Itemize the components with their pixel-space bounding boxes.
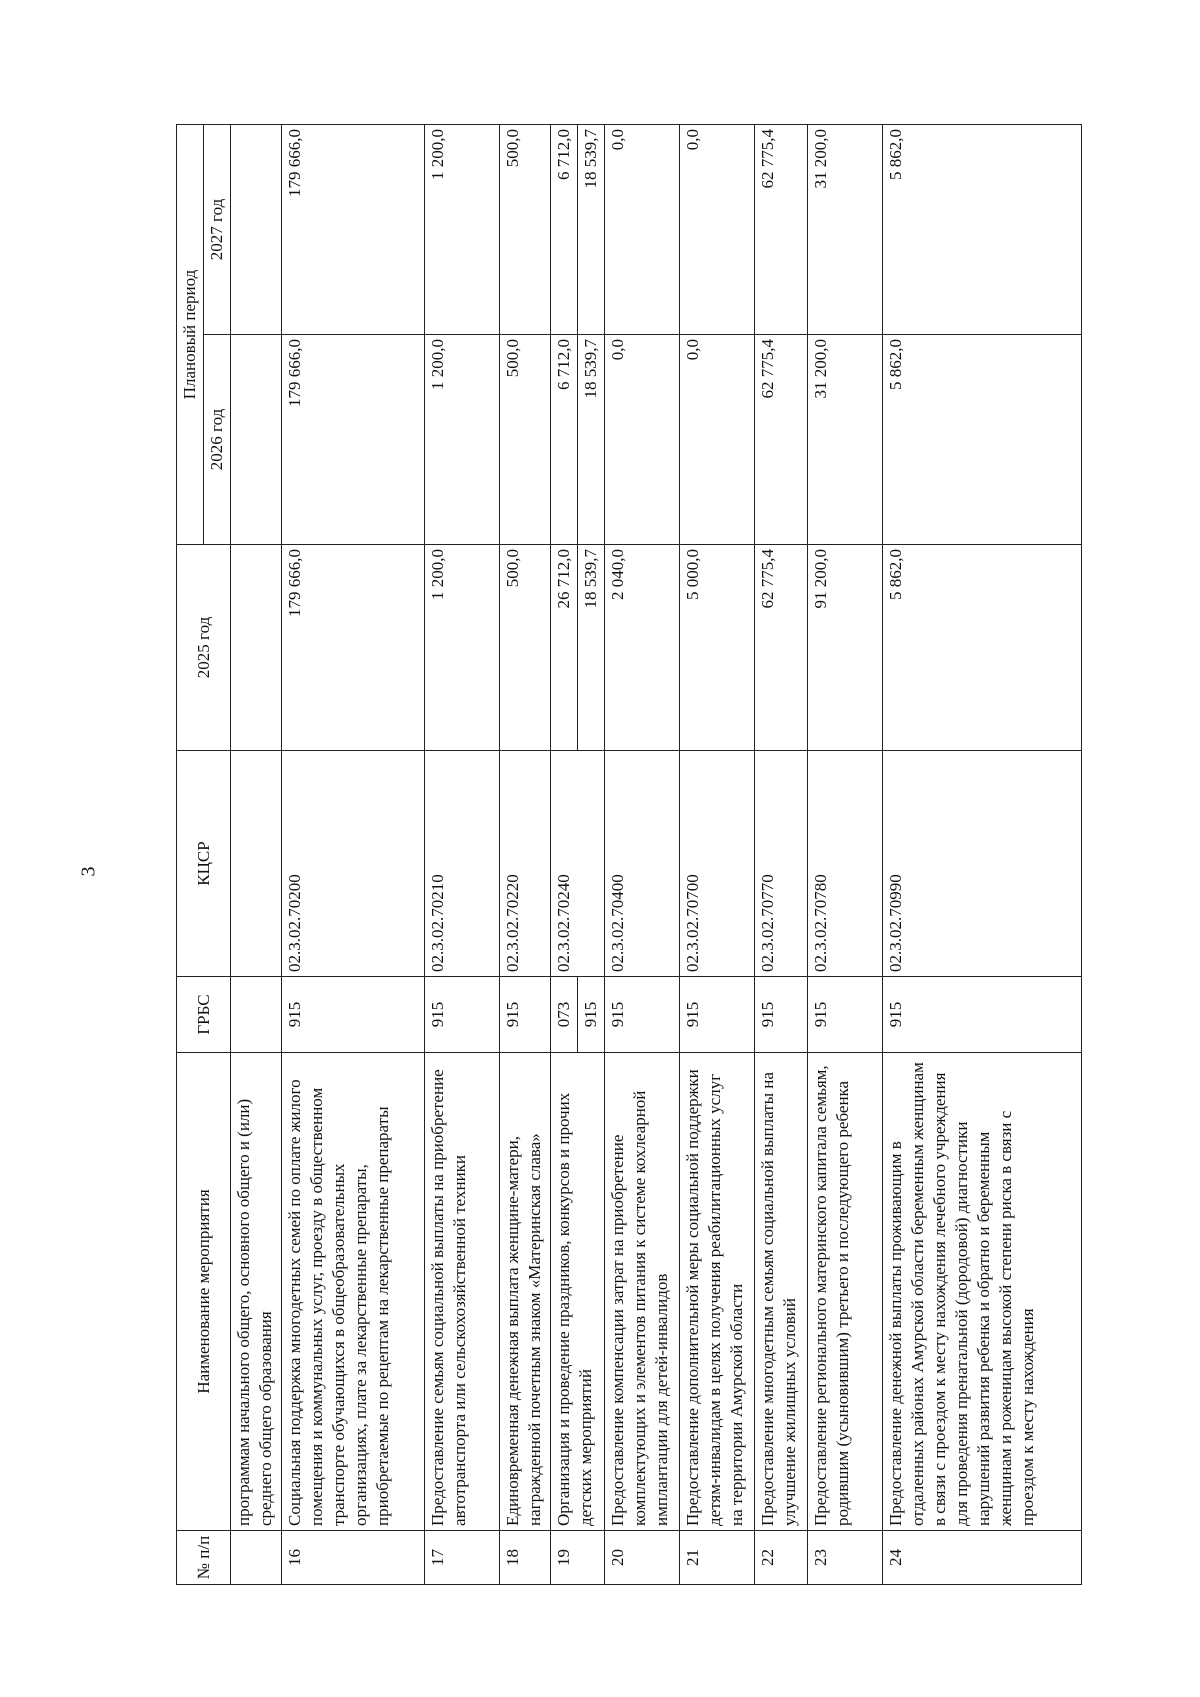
row-2027 — [231, 124, 282, 334]
row-name: Предоставление компенсации затрат на приобретение комплектующих и элементов питания к системе кохлеарной имплантации для детей-инвалидов — [605, 1053, 680, 1531]
row-2026: 179 666,0 — [282, 335, 425, 545]
row-name: Социальная поддержка многодетных семей по оплате жилого помещения и коммунальных услуг, проезду в общественном транспорте обучающихся в общеобразовательных организациях, плате за лекарственные препараты, приобретаемые по рецептам на лекарственные препараты — [282, 1053, 425, 1531]
row-2026 — [231, 335, 282, 545]
table-row — [755, 124, 808, 1584]
row-2026: 6 712,0 — [551, 335, 578, 545]
header-name: Наименование мероприятия — [177, 1053, 231, 1531]
table-row — [808, 124, 883, 1584]
header-2026: 2026 год — [204, 335, 231, 545]
row-kcsr: 02.3.02.70780 — [808, 751, 883, 977]
row-2027: 500,0 — [500, 124, 551, 334]
row-kcsr: 02.3.02.70700 — [680, 751, 755, 977]
row-2026: 0,0 — [680, 335, 755, 545]
table-row — [680, 124, 755, 1584]
header-2027: 2027 год — [204, 124, 231, 334]
row-grbs: 915 — [425, 977, 500, 1053]
budget-table — [176, 124, 1082, 1585]
table-row — [425, 124, 500, 1584]
table-row — [500, 124, 551, 1584]
row-name: Предоставление семьям социальной выплаты на приобретение автотранспорта или сельскохозяйственной техники — [425, 1053, 500, 1531]
row-grbs — [231, 977, 282, 1053]
row-kcsr: 02.3.02.70990 — [883, 751, 1082, 977]
table-row — [605, 124, 680, 1584]
row-num: 20 — [605, 1531, 680, 1585]
row-2026-2: 18 539,7 — [578, 335, 605, 545]
row-num: 17 — [425, 1531, 500, 1585]
row-grbs-2: 915 — [578, 977, 605, 1053]
table-row — [231, 124, 282, 1584]
row-kcsr: 02.3.02.70770 — [755, 751, 808, 977]
row-2025: 1 200,0 — [425, 545, 500, 751]
table-row — [282, 124, 425, 1584]
row-2027-2: 18 539,7 — [578, 124, 605, 334]
row-grbs: 915 — [500, 977, 551, 1053]
row-name: программам начального общего, основного общего и (или) среднего общего образования — [231, 1053, 282, 1531]
row-name: Предоставление денежной выплаты проживающим в отдаленных районах Амурской области беременным женщинам в связи с проездом к месту нахождения лечебного учреждения для проведения пренатальной (дородовой) диагностики нарушений развития ребенка и обратно и беременным женщинам и роженицам высокой степени риска в связи с проездом к месту нахождения — [883, 1053, 1082, 1531]
row-2027: 6 712,0 — [551, 124, 578, 334]
page-number: 3 — [77, 866, 100, 877]
row-2025: 2 040,0 — [605, 545, 680, 751]
row-num: 18 — [500, 1531, 551, 1585]
header-kcsr: КЦСР — [177, 751, 231, 977]
row-num: 16 — [282, 1531, 425, 1585]
row-2027: 0,0 — [680, 124, 755, 334]
row-2027: 62 775,4 — [755, 124, 808, 334]
row-kcsr: 02.3.02.70240 — [551, 751, 605, 977]
row-grbs: 915 — [808, 977, 883, 1053]
row-num — [231, 1531, 282, 1585]
row-2026: 0,0 — [605, 335, 680, 545]
row-2027: 0,0 — [605, 124, 680, 334]
row-2026: 1 200,0 — [425, 335, 500, 545]
row-grbs: 915 — [282, 977, 425, 1053]
row-kcsr: 02.3.02.70220 — [500, 751, 551, 977]
row-grbs: 073 — [551, 977, 578, 1053]
rotated-table-container — [176, 125, 1176, 1585]
row-name: Единовременная денежная выплата женщине-матери, награжденной почетным знаком «Материнская слава» — [500, 1053, 551, 1531]
row-num: 23 — [808, 1531, 883, 1585]
row-2025: 91 200,0 — [808, 545, 883, 751]
row-grbs: 915 — [680, 977, 755, 1053]
row-2027: 1 200,0 — [425, 124, 500, 334]
row-2025: 5 862,0 — [883, 545, 1082, 751]
row-2027: 5 862,0 — [883, 124, 1082, 334]
row-kcsr: 02.3.02.70400 — [605, 751, 680, 977]
row-name: Предоставление многодетным семьям социальной выплаты на улучшение жилищных условий — [755, 1053, 808, 1531]
table-row — [551, 124, 578, 1584]
row-2025-2: 18 539,7 — [578, 545, 605, 751]
row-2027: 179 666,0 — [282, 124, 425, 334]
row-2025: 62 775,4 — [755, 545, 808, 751]
row-grbs: 915 — [605, 977, 680, 1053]
row-num: 22 — [755, 1531, 808, 1585]
row-2026: 62 775,4 — [755, 335, 808, 545]
row-grbs: 915 — [883, 977, 1082, 1053]
row-num: 19 — [551, 1531, 605, 1585]
row-name: Организация и проведение праздников, конкурсов и прочих детских мероприятий — [551, 1053, 605, 1531]
row-kcsr — [231, 751, 282, 977]
header-plan-period: Плановый период — [177, 124, 204, 544]
row-2025 — [231, 545, 282, 751]
row-num: 21 — [680, 1531, 755, 1585]
header-num: № п/п — [177, 1531, 231, 1585]
row-grbs: 915 — [755, 977, 808, 1053]
row-name: Предоставление дополнительной меры социальной поддержки детям-инвалидам в целях получения реабилитационных услуг на территории Амурской области — [680, 1053, 755, 1531]
row-num: 24 — [883, 1531, 1082, 1585]
row-2025: 500,0 — [500, 545, 551, 751]
row-2025: 179 666,0 — [282, 545, 425, 751]
row-2026: 5 862,0 — [883, 335, 1082, 545]
header-2025: 2025 год — [177, 545, 231, 751]
row-2026: 500,0 — [500, 335, 551, 545]
row-kcsr: 02.3.02.70200 — [282, 751, 425, 977]
row-2027: 31 200,0 — [808, 124, 883, 334]
row-2026: 31 200,0 — [808, 335, 883, 545]
row-2025: 5 000,0 — [680, 545, 755, 751]
row-kcsr: 02.3.02.70210 — [425, 751, 500, 977]
row-name: Предоставление регионального материнского капитала семьям, родившим (усыновившим) третьего и последующего ребенка — [808, 1053, 883, 1531]
row-2025: 26 712,0 — [551, 545, 578, 751]
table-row — [883, 124, 1082, 1584]
header-grbs: ГРБС — [177, 977, 231, 1053]
